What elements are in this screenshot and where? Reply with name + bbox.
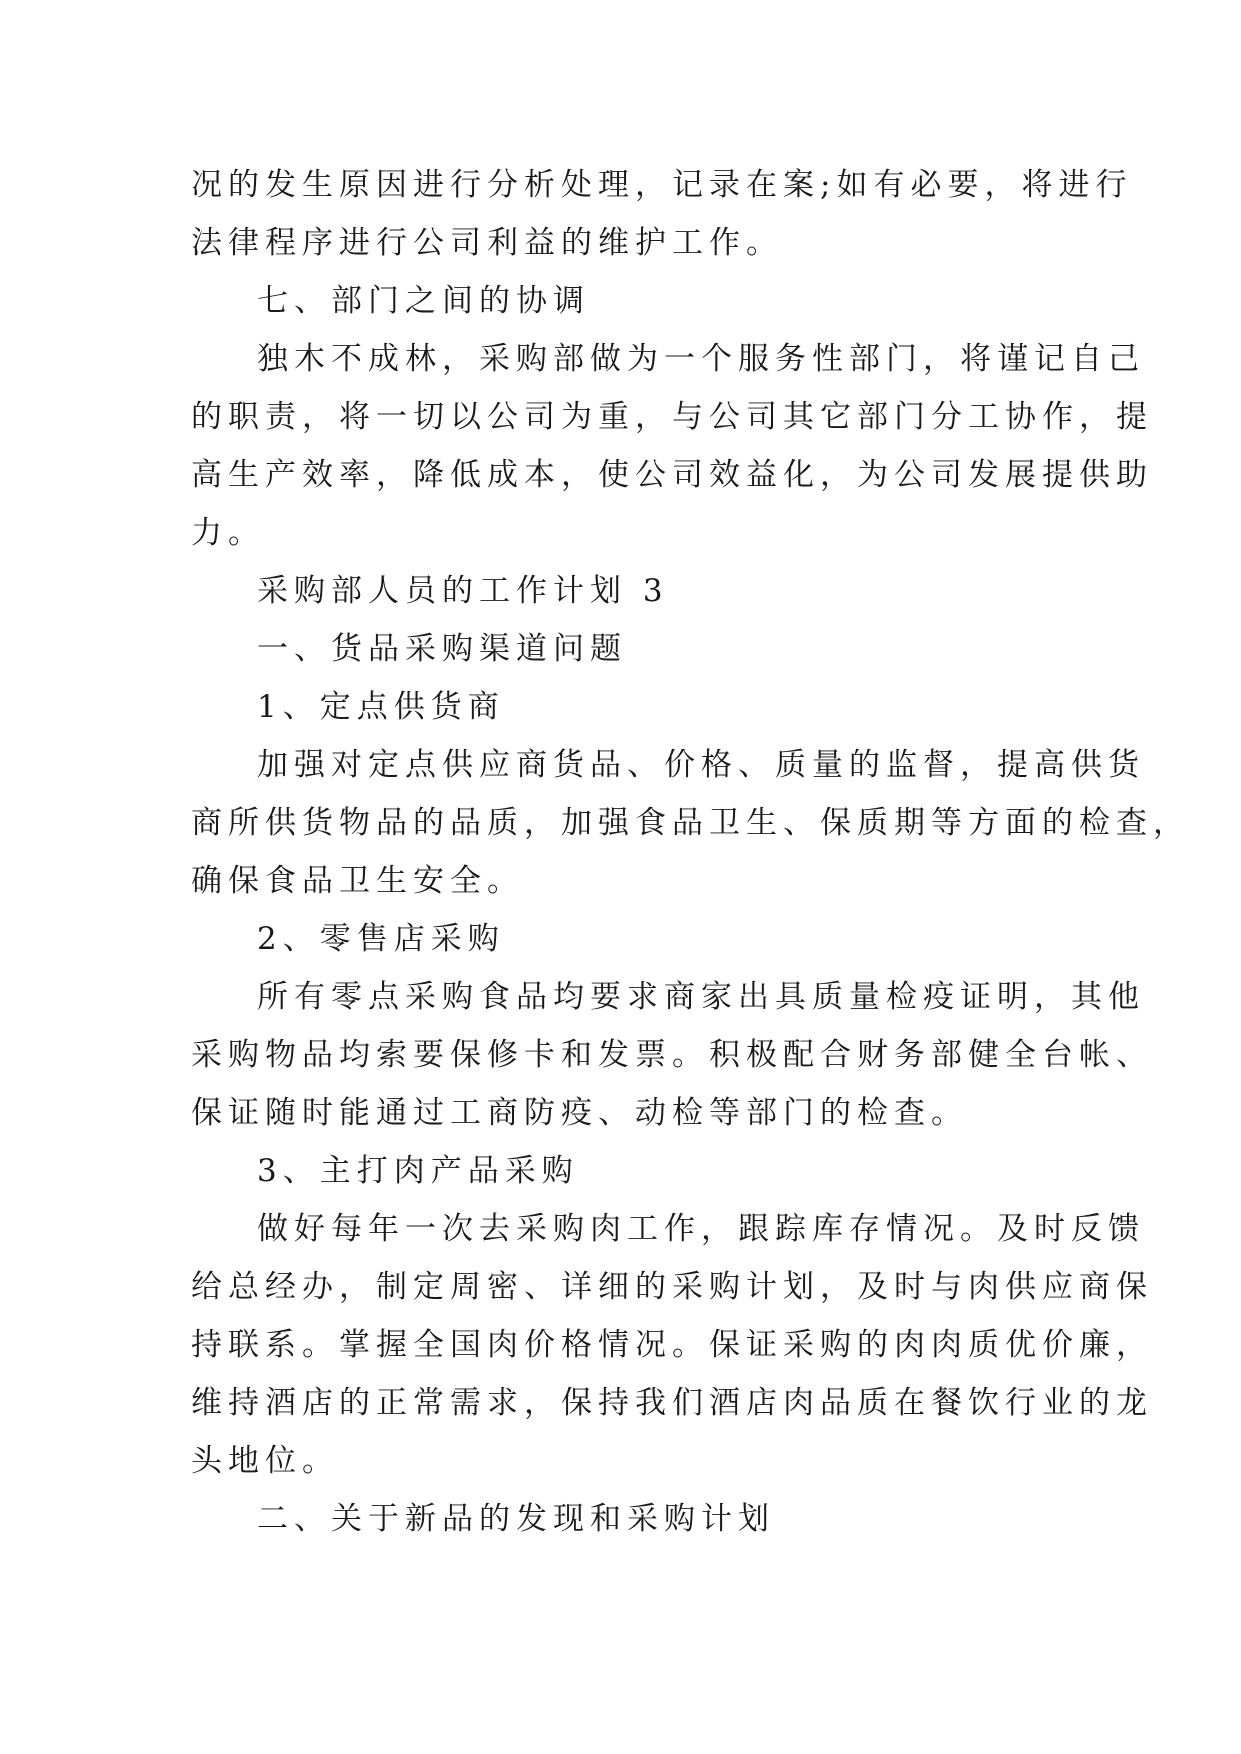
text-line: 头地位。: [191, 1443, 339, 1479]
text-line: 七、部门之间的协调: [257, 283, 590, 319]
text-line: 2、零售店采购: [257, 921, 505, 957]
text-line: 况的发生原因进行分析处理，记录在案;如有必要，将进行: [191, 167, 1133, 203]
text-line: 所有零点采购食品均要求商家出具质量检疫证明，其他: [257, 979, 1145, 1015]
text-line: 持联系。掌握全国肉价格情况。保证采购的肉肉质优价廉，: [191, 1327, 1153, 1363]
text-line: 独木不成林，采购部做为一个服务性部门，将谨记自己: [257, 341, 1145, 377]
text-line: 加强对定点供应商货品、价格、质量的监督，提高供货: [257, 747, 1145, 783]
text-line: 高生产效率，降低成本，使公司效益化，为公司发展提供助: [191, 457, 1153, 493]
text-line: 给总经办，制定周密、详细的采购计划，及时与肉供应商保: [191, 1269, 1153, 1305]
text-line: 确保食品卫生安全。: [191, 863, 524, 899]
text-line: 的职责，将一切以公司为重，与公司其它部门分工协作，提: [191, 399, 1153, 435]
text-line: 商所供货物品的品质，加强食品卫生、保质期等方面的检查，: [191, 805, 1190, 841]
document-body: [191, 156, 1190, 1548]
text-line: 维持酒店的正常需求，保持我们酒店肉品质在餐饮行业的龙: [191, 1385, 1153, 1421]
text-line: 一、货品采购渠道问题: [257, 631, 627, 667]
text-line: 1、定点供货商: [257, 689, 505, 725]
text-line: 3、主打肉产品采购: [257, 1153, 579, 1189]
text-line: 保证随时能通过工商防疫、动检等部门的检查。: [191, 1095, 968, 1131]
text-line: 采购物品均索要保修卡和发票。积极配合财务部健全台帐、: [191, 1037, 1153, 1073]
text-line: 力。: [191, 515, 265, 551]
text-line: 二、关于新品的发现和采购计划: [257, 1501, 775, 1537]
text-line: 法律程序进行公司利益的维护工作。: [191, 225, 783, 261]
text-line: 采购部人员的工作计划 3: [257, 573, 669, 609]
text-line: 做好每年一次去采购肉工作，跟踪库存情况。及时反馈: [257, 1211, 1145, 1247]
